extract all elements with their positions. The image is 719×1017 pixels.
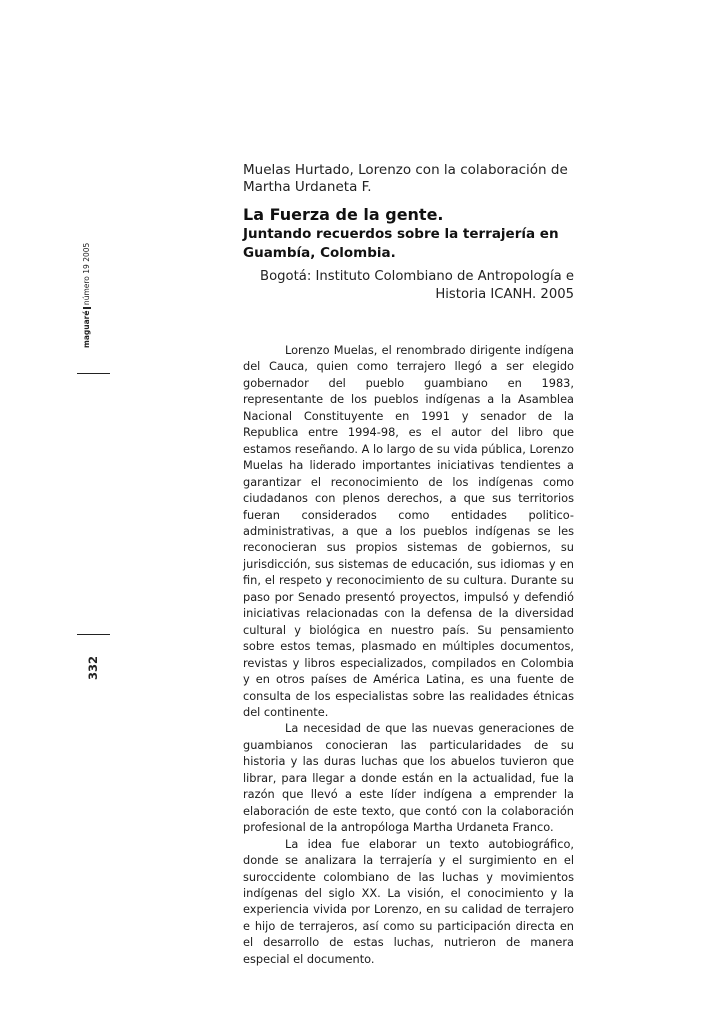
issue-number: número 19 [82, 264, 91, 306]
margin-rule-top [77, 373, 110, 374]
page-number: 332 [86, 655, 100, 680]
book-subtitle: Juntando recuerdos sobre la terrajería en Guambía, Colombia. [243, 226, 559, 261]
journal-running-header [82, 243, 91, 348]
body-paragraph: La idea fue elaborar un texto autobiográfico, donde se analizara la terrajería y el surgimiento en el suroccidente colombiano de las luchas y movimientos indígenas del siglo XX. La visión, el conocimiento y la experiencia vivida por Lorenzo, en su calidad de terrajero e hijo de terrajeros, así como su participación directa en el desarrollo de estas luchas, nutrieron de manera especial el documento. [243, 836, 574, 966]
body-paragraph: La necesidad de que las nuevas generaciones de guambianos conocieran las particularidades de su historia y las duras luchas que los abuelos tuvieron que librar, para llegar a donde están en la actualidad, fue la razón que llevó a este líder indígena a emprender la elaboración de este texto, que contó con la colaboración profesional de la antropóloga Martha Urdaneta Franco. [243, 721, 574, 835]
separator-bar [83, 307, 91, 309]
body-paragraph: Lorenzo Muelas, el renombrado dirigente indígena del Cauca, quien como terrajero llegó a ser elegido gobernador del pueblo guambiano en 1983, representante de los pueblos indígenas a la Asamblea Nacional Constituyente en 1991 y senador de la Republica entre 1994-98, es el autor del libro que estamos reseñando. A lo largo de su vida pública, Lorenzo Muelas ha liderado importantes iniciativas tendientes a garantizar el reconocimiento de los indígenas como ciudadanos con plenos derechos, a que sus territorios fueran considerados como entidades politico-administrativas, a que a los pueblos indígenas se les reconocieran sus propios sistemas de gobiernos, su jurisdicción, sus sistemas de educación, sus idiomas y en fin, el respeto y reconocimiento de su cultura. Durante su paso por Senado presentó proyectos, impulsó y defendió iniciativas relacionadas con la defensa de la diversidad cultural y biológica en nuestro país. Su pensamiento sobre estos temas, plasmado en múltiples documentos, revistas y libros especializados, compilados en Colombia y en otros países de América Latina, es una fuente de consulta de los especialistas sobre las realidades étnicas del continente. [243, 343, 574, 719]
publisher-line-2: Historia ICANH. 2005 [435, 286, 574, 302]
publication-info [243, 268, 574, 303]
review-body [243, 342, 574, 967]
margin-rule-bottom [77, 634, 110, 635]
issue-year: 2005 [82, 242, 91, 262]
book-title: La Fuerza de la gente. [243, 205, 444, 224]
review-author: Muelas Hurtado, Lorenzo con la colaboración de Martha Urdaneta F. [243, 162, 568, 195]
journal-name: maguaré [82, 310, 91, 348]
publisher-line-1: Bogotá: Instituto Colombiano de Antropología e [260, 269, 574, 284]
